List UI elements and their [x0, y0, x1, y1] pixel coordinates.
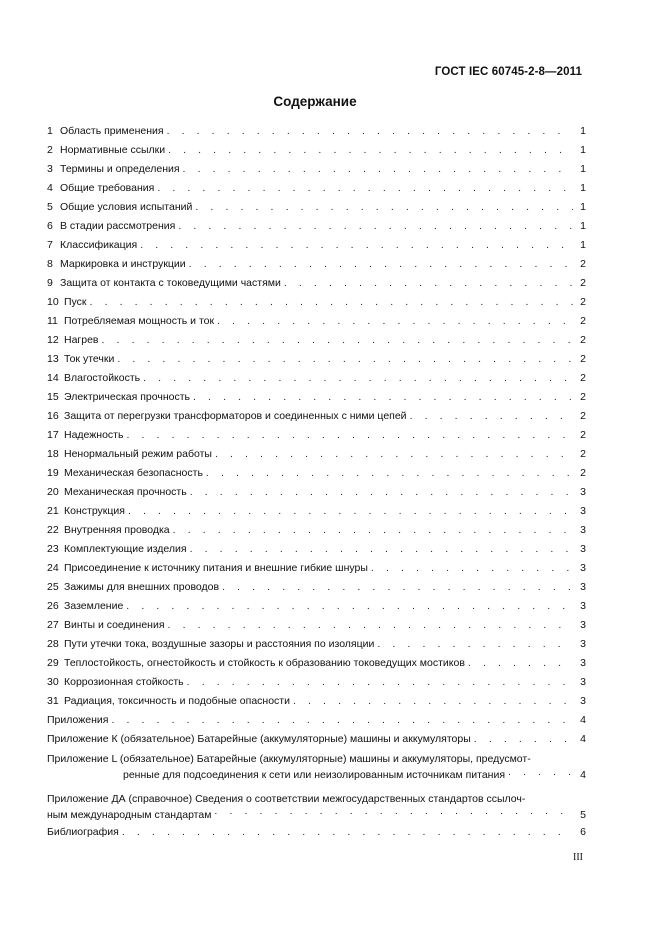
toc-entry-number: 4	[47, 182, 53, 194]
toc-entry-text: Пуск	[64, 296, 87, 308]
toc-leader-dots	[215, 445, 573, 464]
toc-entry-page: 3	[580, 695, 586, 707]
toc-entry[interactable]	[47, 369, 586, 388]
toc-entry-number: 8	[47, 258, 53, 270]
toc-entry-page: 3	[580, 562, 586, 574]
toc-sections	[47, 122, 586, 711]
toc-entry-text: Винты и соединения	[64, 619, 165, 631]
toc-entry-text: Нагрев	[64, 334, 99, 346]
toc-entry-text: Надежность	[64, 429, 124, 441]
toc-entry-page: 4	[580, 733, 586, 745]
toc-entry-page: 2	[580, 467, 586, 479]
toc-entry-bibliography[interactable]	[47, 823, 586, 842]
toc-entry-text: Зажимы для внешних проводов	[64, 581, 220, 593]
toc-entry-text: Общие условия испытаний	[60, 201, 193, 213]
toc-entry-number: 11	[47, 315, 58, 327]
toc-entry-text: Механическая прочность	[64, 486, 187, 498]
toc-entry-page: 3	[580, 600, 586, 612]
toc-entry-number: 26	[47, 600, 59, 612]
toc-entry-number: 13	[47, 353, 59, 365]
toc-leader-dots	[214, 804, 573, 823]
toc-entry-number: 12	[47, 334, 59, 346]
toc-leader-dots	[508, 765, 573, 784]
toc-entry-text: Классификация	[60, 239, 138, 251]
toc-entry-text: Теплостойкость, огнестойкость и стойкость к образованию токоведущих мостиков	[64, 657, 465, 669]
toc-entry[interactable]	[47, 692, 586, 711]
toc-entry-page: 2	[580, 391, 586, 403]
toc-entry-text: Область применения	[60, 125, 164, 137]
toc-entry-number: 25	[47, 581, 59, 593]
toc-entry-appendices[interactable]	[47, 711, 586, 730]
toc-entry-page: 3	[580, 543, 586, 555]
toc-entry[interactable]	[47, 350, 586, 369]
toc-entry-page: 1	[580, 182, 586, 194]
toc-entry[interactable]	[47, 445, 586, 464]
toc-entry-text: Ненормальный режим работы	[64, 448, 212, 460]
toc-entry-text: Защита от перегрузки трансформаторов и соединенных с ними цепей	[64, 410, 407, 422]
toc-entry-appendix-da[interactable]	[47, 792, 586, 824]
toc-entry-number: 7	[47, 239, 53, 251]
toc-entry-appendix-l[interactable]	[47, 752, 586, 784]
toc-entry-text: Потребляемая мощность и ток	[64, 315, 215, 327]
toc-leader-dots	[193, 388, 573, 407]
toc-entry-page: 2	[580, 258, 586, 270]
toc-entry-text: Механическая безопасность	[64, 467, 203, 479]
toc-entry-number: 6	[47, 220, 53, 232]
toc-entry-number: 15	[47, 391, 59, 403]
toc-entry[interactable]	[47, 388, 586, 407]
toc-entry-number: 28	[47, 638, 59, 650]
toc-leader-dots	[168, 141, 573, 160]
toc-entry[interactable]	[47, 293, 586, 312]
toc-entry[interactable]	[47, 312, 586, 331]
toc-entry[interactable]	[47, 483, 586, 502]
toc-entry[interactable]	[47, 141, 586, 160]
toc-leader-dots	[90, 293, 573, 312]
page-title: Содержание	[273, 94, 357, 109]
toc-entry-page: 1	[580, 220, 586, 232]
toc-entry-page: 1	[580, 144, 586, 156]
toc-leader-dots	[189, 255, 573, 274]
toc-entry-number: 21	[47, 505, 59, 517]
toc-entry-page: 3	[580, 638, 586, 650]
toc-entry-page: 2	[580, 315, 586, 327]
toc-entry-page: 3	[580, 524, 586, 536]
toc-entry-page: 2	[580, 277, 586, 289]
toc-entry-page: 2	[580, 353, 586, 365]
toc-leader-dots	[183, 160, 573, 179]
toc-entry-number: 30	[47, 676, 59, 688]
toc-entry-text: Библиография	[47, 826, 119, 838]
toc-entry[interactable]	[47, 217, 586, 236]
toc-leader-dots	[122, 823, 573, 842]
toc-entry-number: 24	[47, 562, 59, 574]
toc-entry-text: Электрическая прочность	[64, 391, 190, 403]
toc-entry-number: 10	[47, 296, 59, 308]
toc-entry-page: 1	[580, 125, 586, 137]
toc-entry-number: 29	[47, 657, 59, 669]
toc-entry-page: 4	[580, 769, 586, 781]
toc-entry-page: 3	[580, 505, 586, 517]
toc-entry[interactable]	[47, 502, 586, 521]
toc-entry-text: Комплектующие изделия	[64, 543, 187, 555]
toc-entry-page: 2	[580, 448, 586, 460]
toc-entry-page: 2	[580, 296, 586, 308]
toc-entry-text: Приложения	[47, 714, 109, 726]
toc-leader-dots	[190, 540, 573, 559]
toc-leader-dots	[222, 578, 573, 597]
toc-entry-text: В стадии рассмотрения	[60, 220, 176, 232]
toc-entry-text: Влагостойкость	[64, 372, 141, 384]
toc-entry[interactable]	[47, 578, 586, 597]
toc-leader-dots	[410, 407, 573, 426]
toc-entry-number: 3	[47, 163, 53, 175]
toc-entry-page: 3	[580, 657, 586, 669]
toc-leader-dots	[474, 730, 573, 749]
page-number: III	[573, 852, 583, 863]
toc-entry-number: 18	[47, 448, 59, 460]
toc-leader-dots	[468, 654, 573, 673]
toc-entry-page: 3	[580, 486, 586, 498]
toc-entry-appendix-k[interactable]	[47, 730, 586, 749]
toc-leader-dots	[371, 559, 573, 578]
toc-entry[interactable]	[47, 179, 586, 198]
toc-leader-dots	[157, 179, 573, 198]
toc-entry[interactable]	[47, 160, 586, 179]
toc-leader-dots	[126, 426, 573, 445]
toc-entry-page: 2	[580, 429, 586, 441]
toc-entry[interactable]	[47, 198, 586, 217]
toc-leader-dots	[293, 692, 573, 711]
toc-entry[interactable]	[47, 673, 586, 692]
toc-entry[interactable]	[47, 122, 586, 141]
toc-entry-page: 1	[580, 239, 586, 251]
toc-entry-number: 9	[47, 277, 53, 289]
toc-entry-text: Заземление	[64, 600, 124, 612]
toc-entry-page: 1	[580, 201, 586, 213]
toc-entry-text-line1: Приложение L (обязательное) Батарейные (аккумуляторные) машины и аккумуляторы, предусмот-	[47, 753, 531, 765]
toc-entry-number: 1	[47, 125, 53, 137]
toc-entry-text: Внутренняя проводка	[64, 524, 170, 536]
toc-entry-number: 27	[47, 619, 59, 631]
toc-entry-number: 5	[47, 201, 53, 213]
toc-entry[interactable]	[47, 255, 586, 274]
toc-leader-dots	[102, 331, 573, 350]
toc-entry[interactable]	[47, 654, 586, 673]
toc-leader-dots	[217, 312, 573, 331]
toc-entry-number: 16	[47, 410, 59, 422]
toc-entry-page: 2	[580, 334, 586, 346]
toc-entry-text: Радиация, токсичность и подобные опасности	[64, 695, 290, 707]
toc-leader-dots	[284, 274, 573, 293]
toc-entry-page: 1	[580, 163, 586, 175]
toc-leader-dots	[206, 464, 573, 483]
toc-entry-text-line2: ным международным стандартам	[47, 808, 212, 821]
toc-leader-dots	[140, 236, 573, 255]
toc-entry-page: 2	[580, 372, 586, 384]
toc-entry-page: 3	[580, 676, 586, 688]
toc-entry-page: 2	[580, 410, 586, 422]
toc-leader-dots	[168, 616, 573, 635]
toc-leader-dots	[126, 597, 573, 616]
toc-entry-text: Пути утечки тока, воздушные зазоры и расстояния по изоляции	[64, 638, 375, 650]
toc-entry-number: 19	[47, 467, 59, 479]
toc-entry-text: Приложение К (обязательное) Батарейные (аккумуляторные) машины и аккумуляторы	[47, 733, 471, 745]
toc-entry-number: 22	[47, 524, 59, 536]
toc-entry[interactable]	[47, 616, 586, 635]
toc-leader-dots	[187, 673, 573, 692]
toc-entry[interactable]	[47, 521, 586, 540]
toc-entry-number: 31	[47, 695, 59, 707]
toc-leader-dots	[143, 369, 573, 388]
document-code: ГОСТ IEC 60745-2-8—2011	[434, 66, 582, 78]
toc-entry-number: 20	[47, 486, 59, 498]
toc-entry[interactable]	[47, 274, 586, 293]
toc-leader-dots	[377, 635, 573, 654]
toc-entry-text: Присоединение к источнику питания и внешние гибкие шнуры	[64, 562, 368, 574]
toc-entry-text: Ток утечки	[64, 353, 115, 365]
toc-entry-text: Нормативные ссылки	[60, 144, 166, 156]
toc-entry[interactable]	[47, 559, 586, 578]
toc-entry-number: 2	[47, 144, 53, 156]
toc-entry-page: 4	[580, 714, 586, 726]
toc-entry[interactable]	[47, 407, 586, 426]
table-of-contents	[47, 122, 586, 842]
toc-entry-text: Маркировка и инструкции	[60, 258, 186, 270]
toc-leader-dots	[128, 502, 573, 521]
toc-entry[interactable]	[47, 236, 586, 255]
toc-leader-dots	[195, 198, 573, 217]
toc-entry-number: 14	[47, 372, 59, 384]
toc-leader-dots	[178, 217, 573, 236]
toc-entry-page: 3	[580, 581, 586, 593]
toc-entry[interactable]	[47, 331, 586, 350]
toc-leader-dots	[167, 122, 573, 141]
toc-entry-page: 3	[580, 619, 586, 631]
toc-entry-number: 23	[47, 543, 59, 555]
toc-entry-text-line1: Приложение ДА (справочное) Сведения о соответствии межгосударственных стандартов ссылоч-	[47, 792, 526, 805]
toc-entry-page: 5	[580, 808, 586, 821]
toc-entry-number: 17	[47, 429, 59, 441]
toc-entry-text: Защита от контакта с токоведущими частями	[60, 277, 281, 289]
toc-entry-page: 6	[580, 826, 586, 838]
toc-entry-text: Термины и определения	[60, 163, 180, 175]
toc-entry[interactable]	[47, 464, 586, 483]
toc-leader-dots	[173, 521, 573, 540]
toc-entry-text: Общие требования	[60, 182, 155, 194]
toc-leader-dots	[111, 711, 573, 730]
toc-entry[interactable]	[47, 635, 586, 654]
toc-entry-text: Коррозионная стойкость	[64, 676, 184, 688]
toc-entry[interactable]	[47, 597, 586, 616]
toc-entry[interactable]	[47, 426, 586, 445]
toc-leader-dots	[190, 483, 573, 502]
toc-leader-dots	[117, 350, 573, 369]
toc-entry-text-line2: ренные для подсоединения к сети или неизолированным источникам питания	[123, 769, 506, 781]
toc-entry[interactable]	[47, 540, 586, 559]
toc-entry-text: Конструкция	[64, 505, 125, 517]
